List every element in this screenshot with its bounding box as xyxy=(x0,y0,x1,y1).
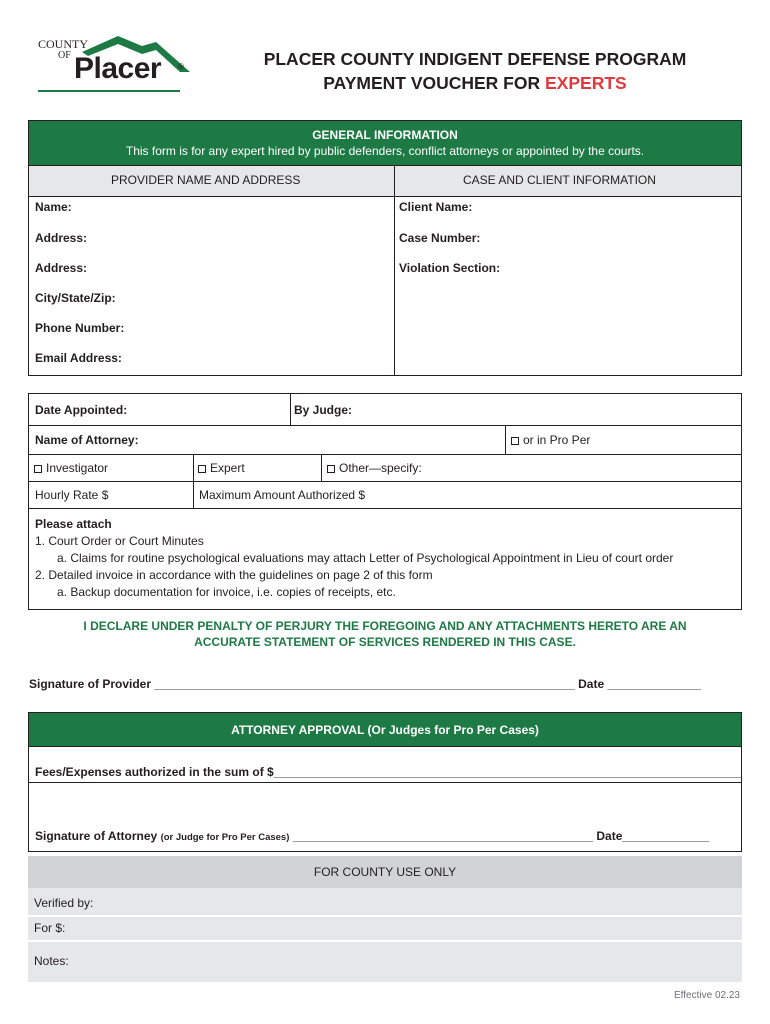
logo-name: Placer xyxy=(74,52,162,85)
attorney-approval-heading: ATTORNEY APPROVAL (Or Judges for Pro Per Cases) xyxy=(29,713,741,747)
general-information-subheading: This form is for any expert hired by public defenders, conflict attorneys or appointed by the courts. xyxy=(125,144,645,158)
cell-divider xyxy=(193,454,194,508)
effective-date: Effective 02.23 xyxy=(674,990,740,1001)
row-divider xyxy=(29,782,741,783)
pro-per-checkbox[interactable] xyxy=(511,433,590,447)
cell-divider xyxy=(505,425,506,454)
county-use-section xyxy=(28,856,742,982)
logo-of: OF xyxy=(58,50,71,61)
attach-item: a. Backup documentation for invoice, i.e. copies of receipts, etc. xyxy=(57,585,396,599)
cell-divider xyxy=(321,454,322,481)
appointment-section xyxy=(28,393,742,610)
other-specify-checkbox[interactable] xyxy=(327,461,422,475)
checkbox-icon xyxy=(198,465,206,473)
hourly-rate-field[interactable]: Hourly Rate $ xyxy=(35,488,109,502)
provider-address-2-field[interactable]: Address: xyxy=(35,261,88,275)
attorney-signature-rest: _____________________________________________ Date_____________ xyxy=(289,829,710,843)
client-name-field[interactable]: Client Name: xyxy=(399,200,473,214)
attach-item: 1. Court Order or Court Minutes xyxy=(35,534,204,548)
perjury-declaration xyxy=(30,618,740,650)
checkbox-icon xyxy=(34,465,42,473)
provider-city-state-zip-field[interactable]: City/State/Zip: xyxy=(35,291,116,305)
general-information-header xyxy=(29,121,741,165)
title-line-2-prefix: PAYMENT VOUCHER FOR xyxy=(323,73,545,93)
case-number-field[interactable]: Case Number: xyxy=(399,231,481,245)
provider-signature-line[interactable]: Signature of Provider _______________________________________________________________ Date ______________ xyxy=(29,677,701,691)
expert-label: Expert xyxy=(210,461,245,475)
provider-heading: PROVIDER NAME AND ADDRESS xyxy=(111,173,301,187)
violation-section-field[interactable]: Violation Section: xyxy=(399,261,501,275)
provider-phone-field[interactable]: Phone Number: xyxy=(35,321,125,335)
county-use-heading: FOR COUNTY USE ONLY xyxy=(28,856,742,888)
title-line-2 xyxy=(200,71,750,95)
general-information-section xyxy=(28,120,742,376)
general-information-heading: GENERAL INFORMATION xyxy=(312,128,458,142)
row-divider xyxy=(29,425,741,426)
attorney-signature-label: Signature of Attorney xyxy=(35,829,161,843)
case-heading: CASE AND CLIENT INFORMATION xyxy=(463,173,656,187)
provider-email-field[interactable]: Email Address: xyxy=(35,351,122,365)
attorney-signature-line[interactable] xyxy=(35,829,709,843)
declaration-line-2: ACCURATE STATEMENT OF SERVICES RENDERED IN THIS CASE. xyxy=(194,635,576,649)
provider-name-field[interactable]: Name: xyxy=(35,200,72,214)
attach-item: a. Claims for routine psychological evaluations may attach Letter of Psychological Appointment in Lieu of court order xyxy=(57,551,674,565)
attorney-signature-note: (or Judge for Pro Per Cases) xyxy=(160,832,290,843)
for-amount-field[interactable]: For $: xyxy=(34,921,66,935)
declaration-line-1: I DECLARE UNDER PENALTY OF PERJURY THE FOREGOING AND ANY ATTACHMENTS HERETO ARE AN xyxy=(83,619,687,633)
checkbox-icon xyxy=(511,437,519,445)
date-appointed-field[interactable]: Date Appointed: xyxy=(35,403,128,417)
county-logo xyxy=(30,32,192,94)
row-divider xyxy=(28,915,742,917)
by-judge-field[interactable]: By Judge: xyxy=(294,403,353,417)
row-divider xyxy=(29,454,741,455)
title-line-2-accent: EXPERTS xyxy=(545,73,627,93)
investigator-checkbox[interactable] xyxy=(34,461,108,475)
page-title xyxy=(200,47,750,95)
fees-authorized-field[interactable]: Fees/Expenses authorized in the sum of $______________________________________________________________________ xyxy=(35,765,741,779)
attach-heading: Please attach xyxy=(35,517,112,531)
provider-address-field[interactable]: Address: xyxy=(35,231,88,245)
cell-divider xyxy=(290,394,291,425)
title-line-1: PLACER COUNTY INDIGENT DEFENSE PROGRAM xyxy=(263,49,687,69)
row-divider xyxy=(28,940,742,942)
investigator-label: Investigator xyxy=(46,461,109,475)
attorney-approval-section xyxy=(28,712,742,852)
other-specify-label: Other—specify: xyxy=(339,461,422,475)
logo-registered-mark: ® xyxy=(178,62,184,71)
logo-county: COUNTY xyxy=(38,37,88,51)
verified-by-field[interactable]: Verified by: xyxy=(34,896,94,910)
pro-per-label: or in Pro Per xyxy=(523,433,591,447)
attach-item: 2. Detailed invoice in accordance with the guidelines on page 2 of this form xyxy=(35,568,433,582)
row-divider xyxy=(29,481,741,482)
notes-field[interactable]: Notes: xyxy=(34,954,69,968)
maximum-amount-field[interactable]: Maximum Amount Authorized $ xyxy=(199,488,366,502)
checkbox-icon xyxy=(327,465,335,473)
column-divider xyxy=(394,165,395,375)
expert-checkbox[interactable] xyxy=(198,461,245,475)
name-of-attorney-field[interactable]: Name of Attorney: xyxy=(35,433,139,447)
row-divider xyxy=(29,508,741,509)
